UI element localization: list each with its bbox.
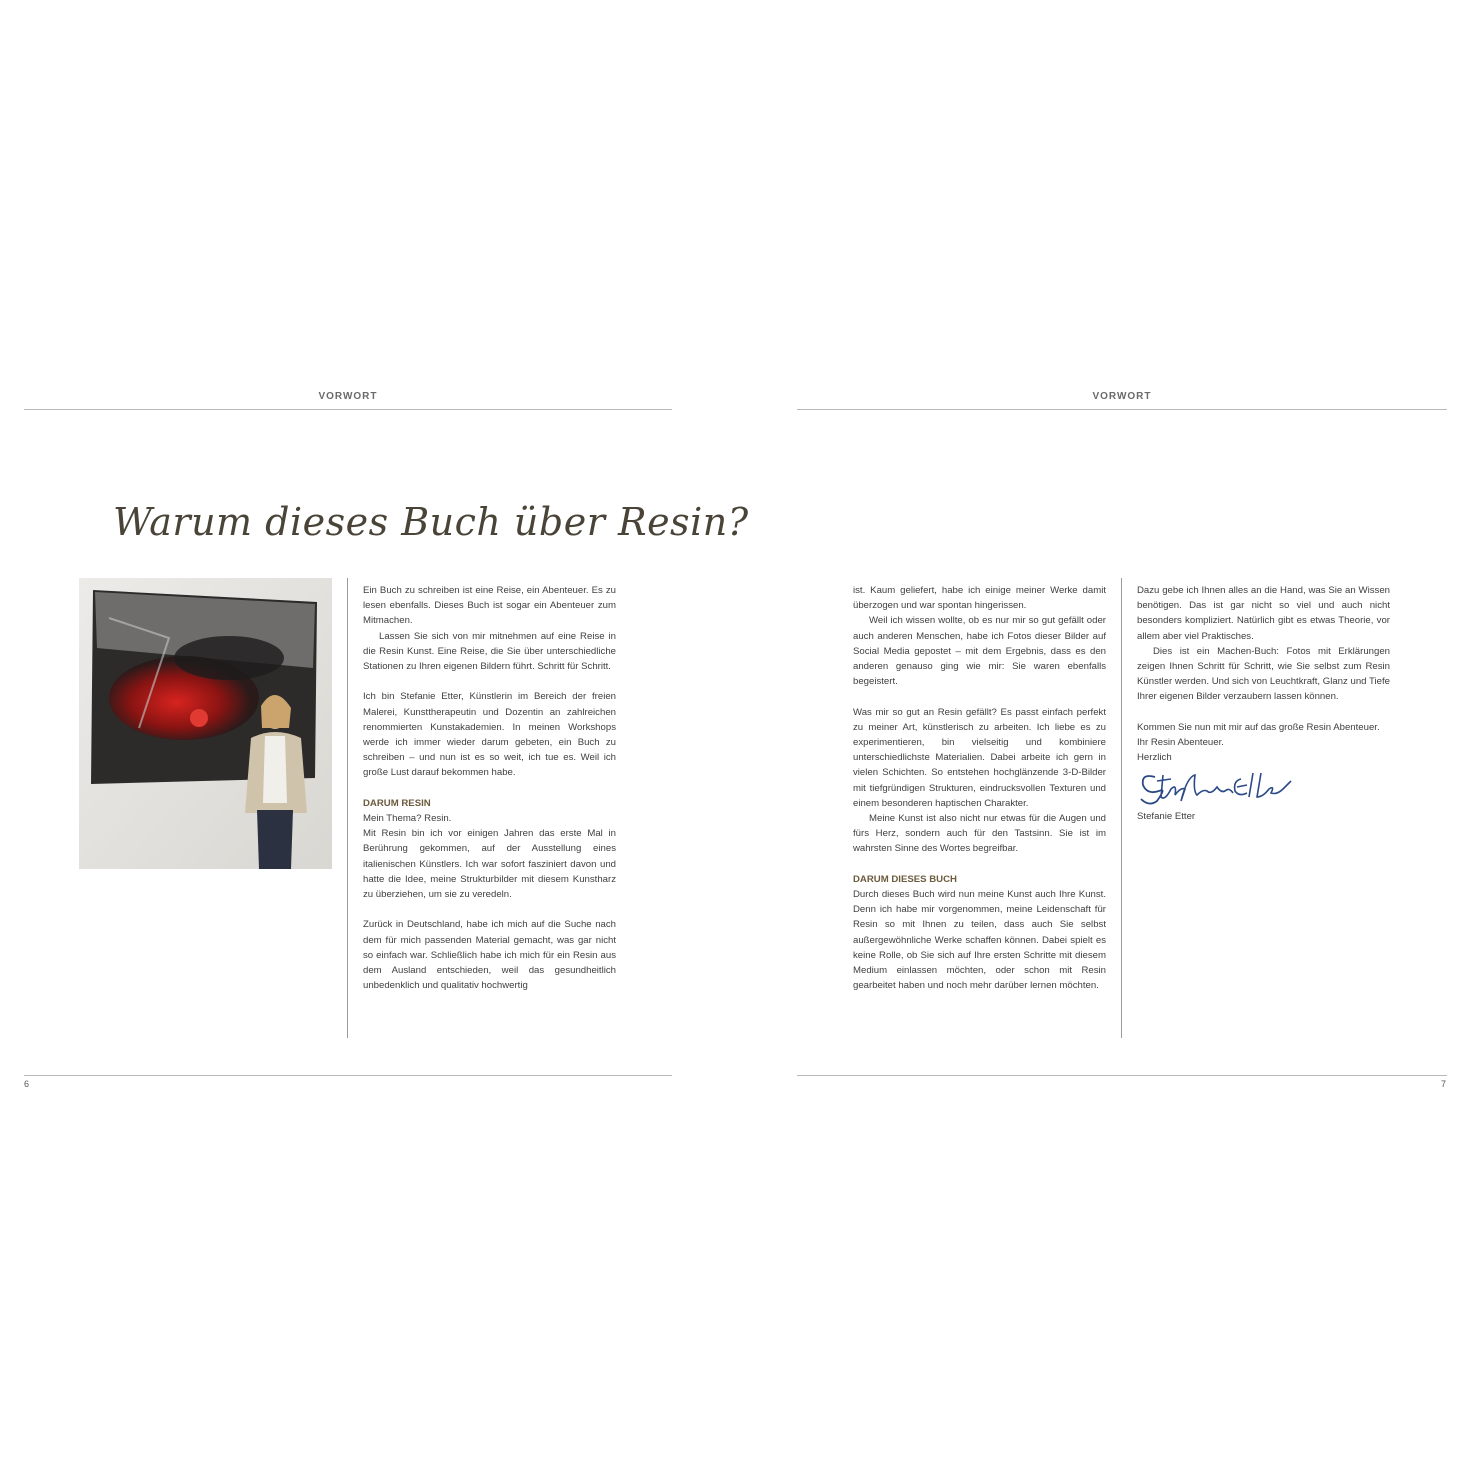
right-text-column-2 bbox=[1137, 583, 1390, 825]
top-rule-left bbox=[24, 409, 672, 410]
running-head-right: VORWORT bbox=[1092, 391, 1152, 402]
paragraph: Mit Resin bin ich vor einigen Jahren das erste Mal in Berührung gekommen, auf der Ausstellung eines italienischen Künstlers. Ich war sofort fasziniert davon und hatte die Idee, meine Strukturbilder mit diesem Kunstharz zu überziehen, um sie zu veredeln. bbox=[363, 828, 616, 901]
paragraph: Zurück in Deutschland, habe ich mich auf die Suche nach dem für mich passenden Material gemacht, was gar nicht so einfach war. Schließlich habe ich mich für ein Resin aus dem Ausland entschieden, weil das gesundheitlich unbedenklich und qualitativ hochwertig bbox=[363, 919, 616, 992]
paragraph: Dies ist ein Machen-Buch: Fotos mit Erklärungen zeigen Ihnen Schritt für Schritt, wie Sie selbst zum Resin Künstler werden. Und sich von Leuchtkraft, Glanz und Tiefe Ihrer eigenen Bilder verzaubern lassen können. bbox=[1137, 645, 1390, 703]
paragraph: Durch dieses Buch wird nun meine Kunst auch Ihre Kunst. Denn ich habe mir vorgenommen, meine Leidenschaft für Resin so mit Ihnen zu teilen, dass auch Sie selbst außergewöhnliche Werke schaffen können. Dabei spielt es keine Rolle, ob Sie sich auf Ihre ersten Schritte mit diesem Medium einlassen möchten, oder schon mit Resin gearbeitet haben und noch mehr darüber lernen möchten. bbox=[853, 889, 1106, 992]
paragraph: Meine Kunst ist also nicht nur etwas für die Augen und fürs Herz, sondern auch für den Tastsinn. Sie ist im wahrsten Sinne des Wortes begreifbar. bbox=[853, 813, 1106, 855]
paragraph: Lassen Sie sich von mir mitnehmen auf eine Reise in die Resin Kunst. Eine Reise, die Sie über unterschiedliche Stationen zu Ihren eigenen Bildern führt. Schritt für Schritt. bbox=[363, 630, 616, 673]
bottom-rule-right bbox=[797, 1075, 1447, 1076]
signature-graphic bbox=[1137, 767, 1297, 807]
paragraph: Weil ich wissen wollte, ob es nur mir so gut gefällt oder auch anderen Menschen, habe ich Fotos dieser Bilder auf Social Media gepostet – mit dem Ergebnis, dass es den anderen genauso ging wie mir: Sie waren ebenfalls begeistert. bbox=[853, 615, 1106, 688]
handwritten-signature bbox=[1137, 767, 1390, 807]
artist-portrait-photo bbox=[79, 578, 332, 869]
photo-illustration bbox=[79, 578, 332, 869]
paragraph: Was mir so gut an Resin gefällt? Es passt einfach perfekt zu meiner Art, künstlerisch zu arbeiten. Ich liebe es zu experimentieren, bin vielseitig und kombiniere unterschiedlichste Materialien. Dabei arbeite ich gern in vielen Schichten. So entstehen hochglänzende 3-D-Bilder mit tiefgründigen Strukturen, eindrucksvollen Texturen und einem besonderen haptischen Charakter. bbox=[853, 706, 1106, 809]
paragraph: Kommen Sie nun mit mir auf das große Resin Abenteuer. bbox=[1137, 721, 1380, 733]
bottom-rule-left bbox=[24, 1075, 672, 1076]
column-divider-right bbox=[1121, 578, 1122, 1038]
paragraph: Dazu gebe ich Ihnen alles an die Hand, was Sie an Wissen benötigen. Das ist gar nicht so viel und auch nicht besonders kompliziert. Natürlich gibt es etwas Theorie, vor allem aber viel Praktisches. bbox=[1137, 585, 1390, 642]
section-heading: DARUM RESIN bbox=[363, 797, 431, 809]
section-heading: DARUM DIESES BUCH bbox=[853, 873, 957, 885]
running-head-left: VORWORT bbox=[318, 391, 378, 402]
column-divider-left bbox=[347, 578, 348, 1038]
paragraph: Ein Buch zu schreiben ist eine Reise, ein Abenteuer. Es zu lesen ebenfalls. Dieses Buch ist sogar ein Abenteuer zum Mitmachen. bbox=[363, 585, 616, 627]
page-number-left: 6 bbox=[24, 1079, 30, 1089]
paragraph: ist. Kaum geliefert, habe ich einige meiner Werke damit überzogen und war spontan hingerissen. bbox=[853, 585, 1106, 612]
paragraph: Ihr Resin Abenteuer. bbox=[1137, 737, 1224, 749]
chapter-title: Warum dieses Buch über Resin? bbox=[113, 500, 749, 544]
paragraph: Herzlich bbox=[1137, 752, 1172, 764]
paragraph: Ich bin Stefanie Etter, Künstlerin im Bereich der freien Malerei, Kunsttherapeutin und Dozentin an zahlreichen renommierten Kunstakademien. In meinen Workshops werde ich immer wieder darum gebeten, ein Buch zu schreiben – und nun ist es so weit, ich tue es. Weil ich große Lust darauf bekommen habe. bbox=[363, 691, 616, 779]
page-number-right: 7 bbox=[1441, 1079, 1447, 1089]
signature-name: Stefanie Etter bbox=[1137, 811, 1196, 823]
left-text-column bbox=[363, 583, 616, 993]
paragraph: Mein Thema? Resin. bbox=[363, 813, 452, 825]
right-text-column-1 bbox=[853, 583, 1106, 993]
right-page bbox=[735, 0, 1470, 1471]
top-rule-right bbox=[797, 409, 1447, 410]
